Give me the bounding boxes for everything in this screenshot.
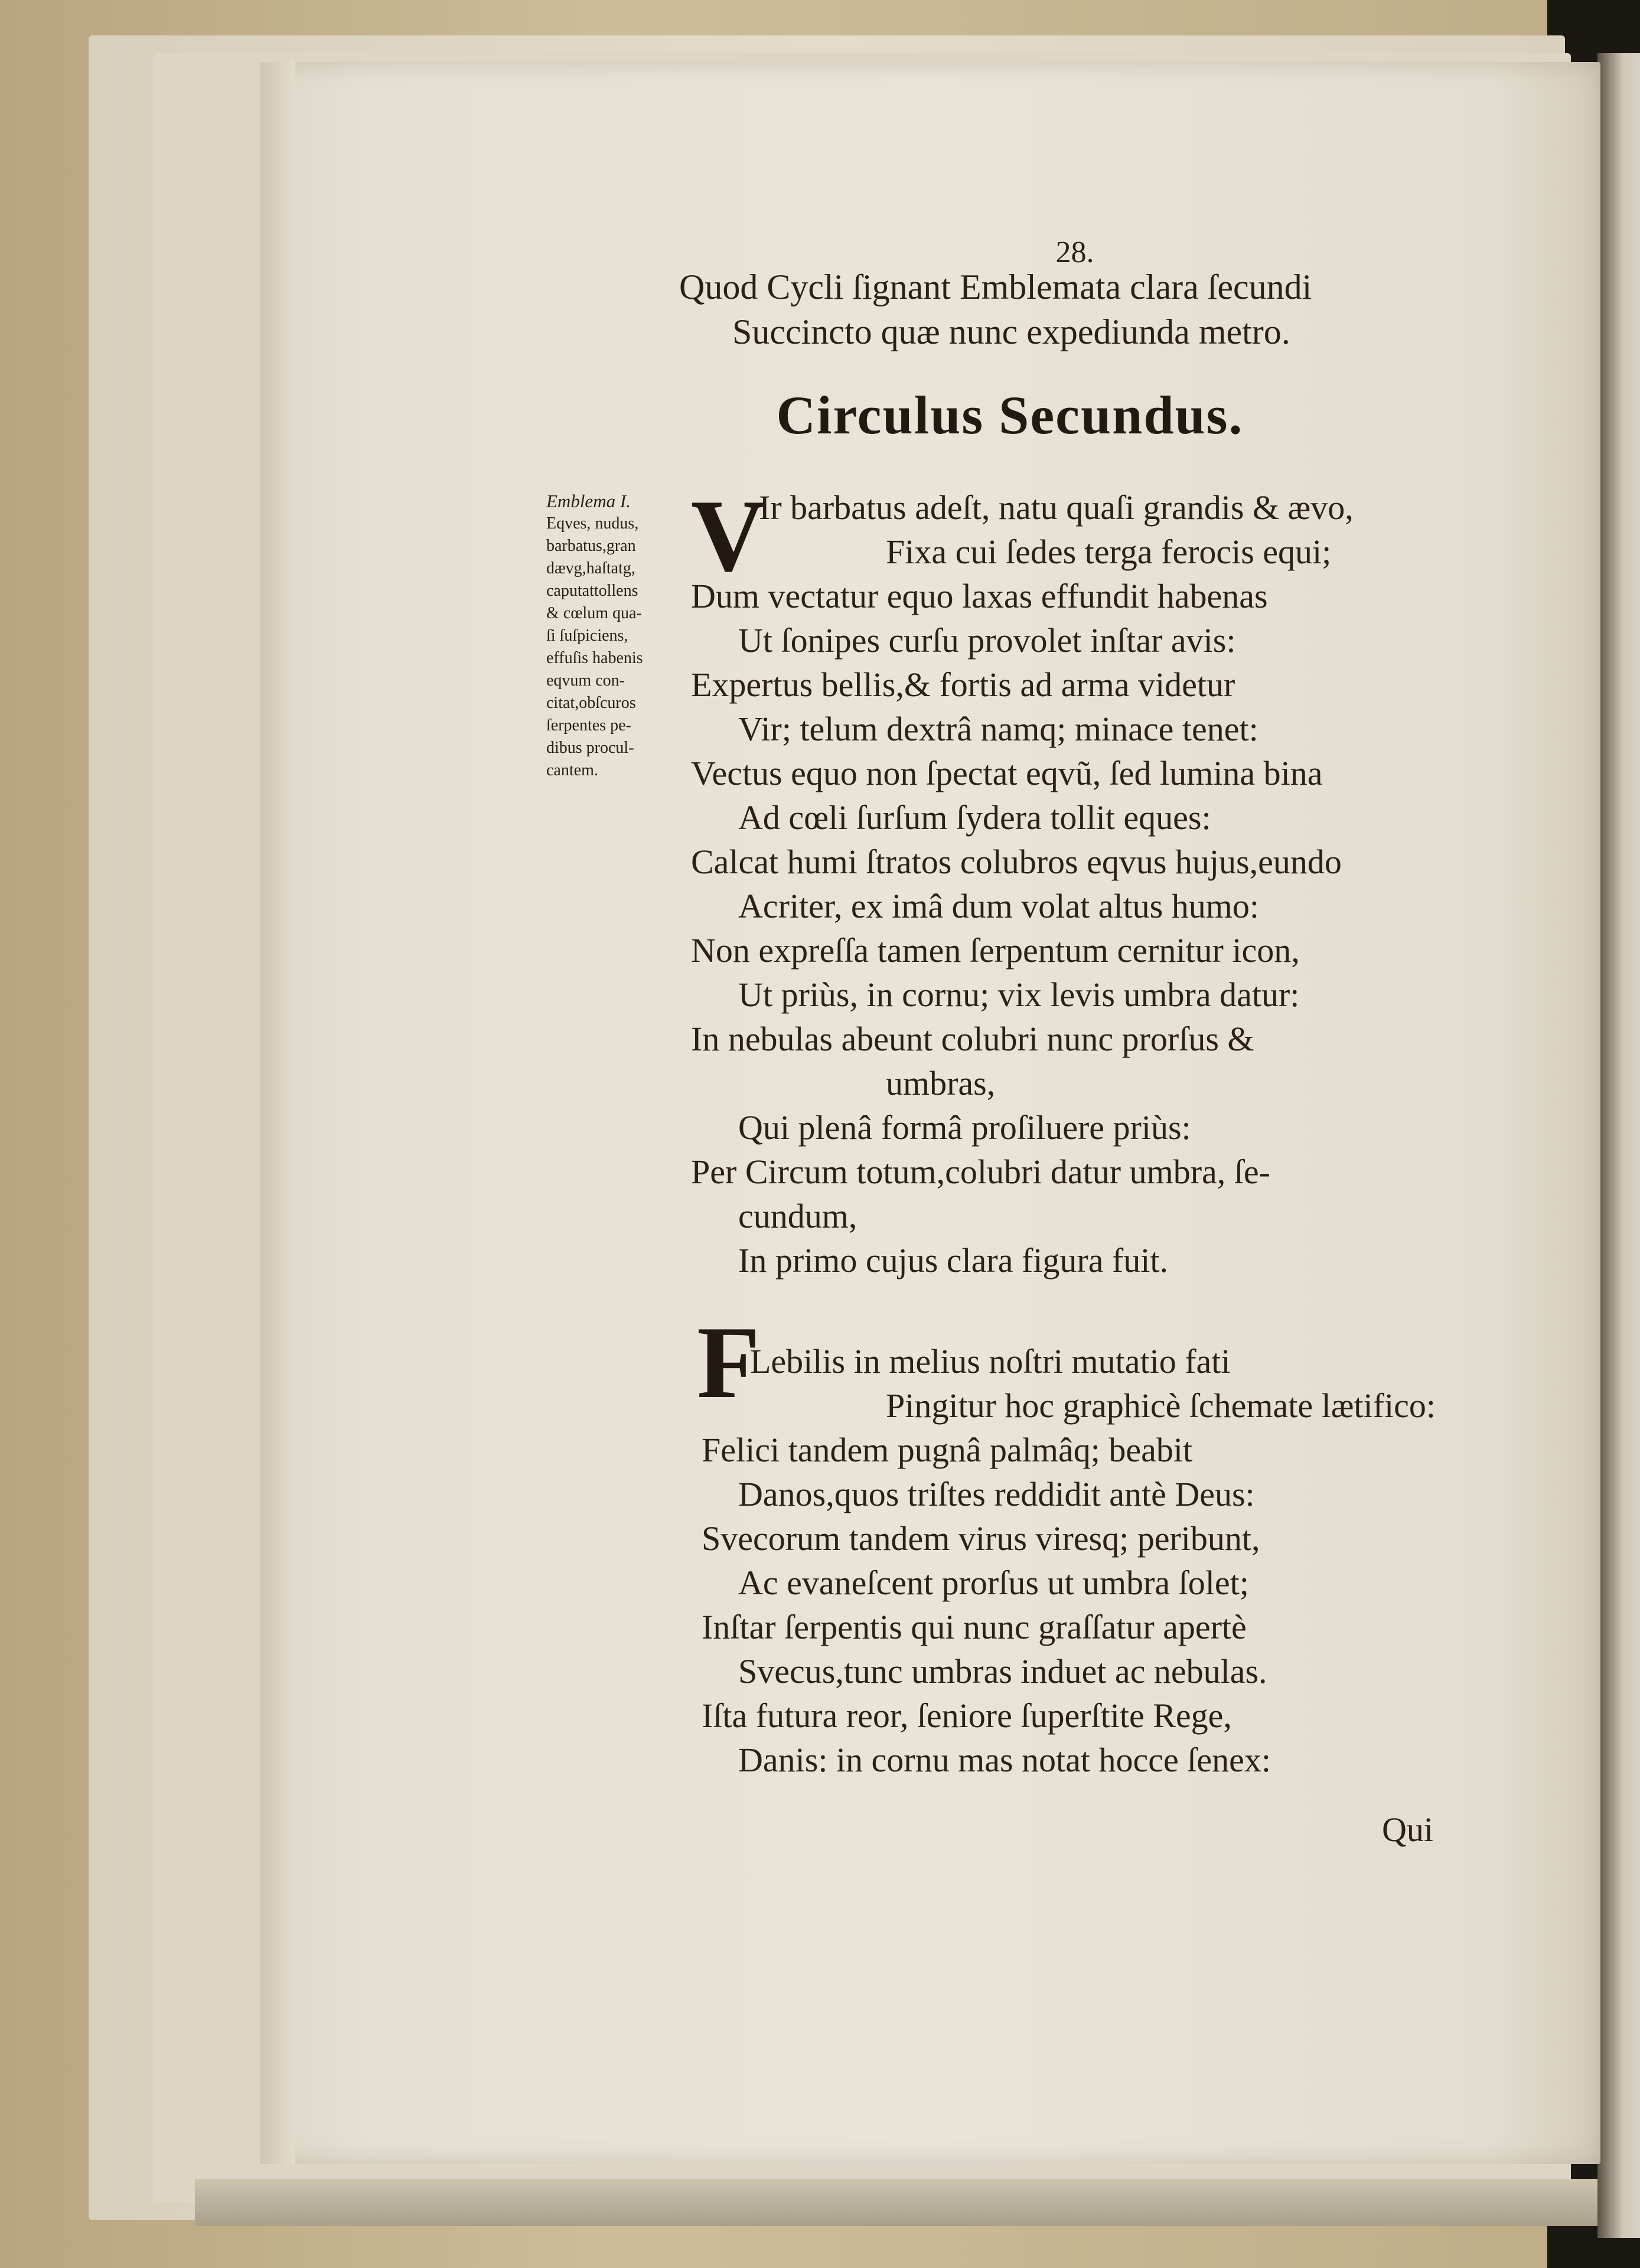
page-edges-bottom	[195, 2179, 1624, 2226]
poem-line: Non expreſſa tamen ſerpentum cernitur icon,	[691, 931, 1300, 970]
marginal-note-line: cantem.	[546, 761, 598, 779]
poem-line: Svecorum tandem virus viresq; peribunt,	[702, 1519, 1260, 1558]
deckle-edge	[260, 62, 295, 2164]
poem-line: In primo cujus clara figura fuit.	[738, 1241, 1168, 1280]
marginal-note-line: dibus procul-	[546, 739, 634, 757]
poem-line: Calcat humi ſtratos colubros eqvus hujus,eundo	[691, 843, 1342, 881]
poem-line: Vir; telum dextrâ namq; minace tenet:	[738, 710, 1258, 748]
marginal-note-line: effuſis habenis	[546, 649, 643, 667]
poem-line: Iſta futura reor, ſeniore ſuperſtite Rege,	[702, 1696, 1232, 1735]
section-heading: Circulus Secundus.	[776, 385, 1244, 445]
poem-line: Danos,quos triſtes reddidit antè Deus:	[738, 1475, 1255, 1513]
marginal-note-line: ſerpentes pe-	[546, 716, 631, 735]
poem-line: Vectus equo non ſpectat eqvũ, ſed lumina bina	[691, 754, 1323, 792]
poem-line: Inſtar ſerpentis qui nunc graſſatur apertè	[702, 1608, 1247, 1646]
poem-line: In nebulas abeunt colubri nunc prorſus &	[691, 1020, 1254, 1058]
intro-line: Succincto quæ nunc expediunda metro.	[732, 312, 1290, 351]
intro-line: Quod Cycli ſignant Emblemata clara ſecundi	[679, 267, 1312, 306]
marginal-note-line: barbatus,gran	[546, 537, 636, 555]
poem-stanza-2	[691, 1339, 1436, 1782]
catchword: Qui	[1382, 1810, 1433, 1849]
poem-line: Ad cœli ſurſum ſydera tollit eques:	[738, 798, 1211, 837]
poem-line: Expertus bellis,& fortis ad arma videtur	[691, 665, 1235, 704]
marginal-note-line: & cœlum qua-	[546, 604, 642, 622]
poem-line: Dum vectatur equo laxas effundit habenas	[691, 577, 1268, 615]
poem-line: umbras,	[886, 1064, 996, 1102]
drop-cap: V	[691, 478, 766, 593]
marginal-note-line: citat,obſcuros	[546, 694, 636, 712]
marginal-note-line: Eqves, nudus,	[546, 514, 639, 533]
poem-line: cundum,	[738, 1197, 858, 1235]
poem-line: Fixa cui ſedes terga ferocis equi;	[886, 533, 1332, 571]
poem-line: Per Circum totum,colubri datur umbra, ſe-	[691, 1153, 1270, 1191]
marginal-note	[546, 490, 673, 782]
poem-line: Ir barbatus adeſt, natu quaſi grandis & ævo,	[759, 488, 1354, 527]
poem-line: Ut priùs, in cornu; vix levis umbra datur:	[738, 975, 1300, 1014]
marginal-note-line: caputattollens	[546, 582, 638, 600]
marginal-note-line: dævg,haſtatg,	[546, 559, 635, 577]
facing-page-edge	[1597, 53, 1640, 2238]
poem-line: Danis: in cornu mas notat hocce ſenex:	[738, 1741, 1271, 1779]
marginal-note-line: ſi ſuſpiciens,	[546, 626, 628, 645]
marginal-note-heading: Emblema I.	[546, 491, 631, 511]
poem-line: Ut ſonipes curſu provolet inſtar avis:	[738, 621, 1236, 660]
page-number: 28.	[1055, 236, 1094, 269]
marginal-note-line: eqvum con-	[546, 671, 625, 690]
poem-line: Ac evaneſcent prorſus ut umbra ſolet;	[738, 1564, 1249, 1602]
poem-stanza-1	[691, 478, 1354, 1283]
poem-line: Pingitur hoc graphicè ſchemate lætifico:	[886, 1386, 1436, 1425]
drop-cap: F	[697, 1305, 760, 1419]
intro-couplet	[679, 265, 1312, 354]
poem-line: Svecus,tunc umbras induet ac nebulas.	[738, 1652, 1267, 1691]
poem-line: Lebilis in melius noſtri mutatio fati	[750, 1342, 1231, 1381]
poem-line: Felici tandem pugnâ palmâq; beabit	[702, 1431, 1193, 1469]
poem-line: Acriter, ex imâ dum volat altus humo:	[738, 887, 1259, 925]
poem-line: Qui plenâ formâ proſiluere priùs:	[738, 1108, 1191, 1147]
